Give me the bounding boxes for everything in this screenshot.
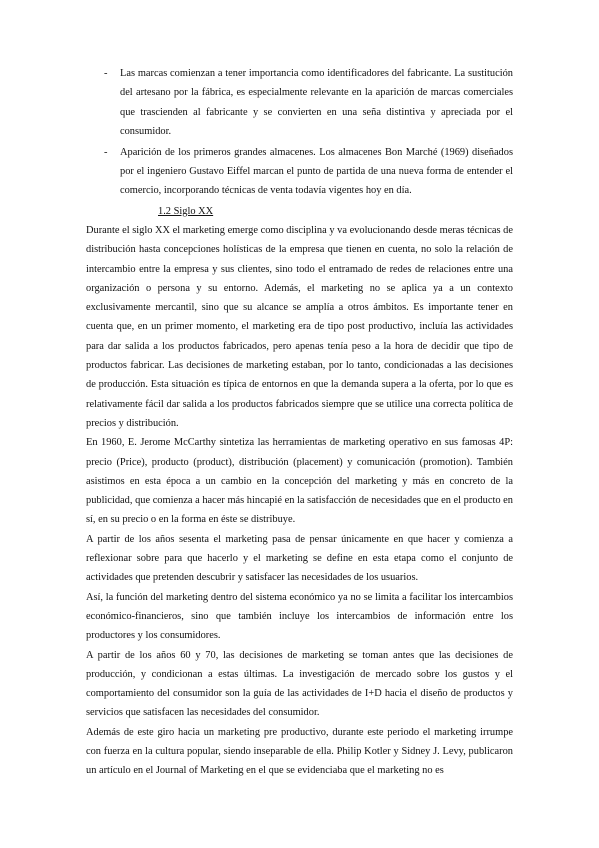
bullet-text: Las marcas comienzan a tener importancia como identificadores del fabricante. La sustitución del artesano por la fábrica, es especialmente relevante en la aparición de marcas comerciales que trascienden al fabricante y se convierten en una seña distintiva y apreciada por el consumidor. bbox=[120, 68, 513, 138]
paragraph: Durante el siglo XX el marketing emerge como disciplina y va evolucionando desde meras técnicas de distribución hasta concepciones holísticas de la empresa que tienen en cuenta, no solo la relación de intercambio entre la empresa y sus clientes, sino todo el entramado de redes de relaciones entre una organización o persona y su entorno. Además, el marketing no se aplica ya a un contexto exclusivamente mercantil, sino que su alcance se amplía a otros ámbitos. Es importante tener en cuenta que, en un primer momento, el marketing era de tipo post productivo, incluía las actividades para dar salida a los productos fabricados, pero apenas tenía peso a la hora de decidir que tipo de productos fabricar. Las decisiones de marketing estaban, por lo tanto, condicionadas a las decisiones de producción. Esta situación es típica de entornos en que la demanda supera a la oferta, por lo que es relativamente fácil dar salida a los productos fabricados siempre que se utilice una correcta política de precios y distribución. bbox=[86, 225, 513, 429]
section-heading: 1.2 Siglo XX bbox=[158, 206, 214, 217]
paragraph: Así, la función del marketing dentro del sistema económico ya no se limita a facilitar los intercambios económico-financieros, sino que también incluye los intercambios de información entre los productores y los consumidores. bbox=[86, 591, 513, 642]
bullet-dash: - bbox=[104, 68, 108, 79]
body-text bbox=[86, 221, 513, 781]
bullet-item bbox=[0, 64, 599, 142]
paragraph: Además de este giro hacia un marketing pre productivo, durante este periodo el marketing irrumpe con fuerza en la cultura popular, siendo inseparable de ella. Philip Kotler y Sidney J. Levy, publicaron un artículo en el Journal of Marketing en el que se evidenciaba que el marketing no es bbox=[86, 726, 513, 777]
paragraph: En 1960, E. Jerome McCarthy sintetiza las herramientas de marketing operativo en sus famosas 4P: precio (Price), producto (product), distribución (placement) y comunicación (promotion). También asistimos en esta época a un cambio en la concepción del marketing y más en concreto de la publicidad, que comienza a hacer más hincapié en la satisfacción de necesidades que en el producto en sí, en su precio o en la forma en éste se distribuye. bbox=[86, 437, 513, 526]
bullet-dash: - bbox=[104, 146, 108, 158]
paragraph: A partir de los años sesenta el marketing pasa de pensar únicamente en que hacer y comienza a reflexionar sobre para que hacerlo y el marketing se define en esta etapa como el conjunto de actividades que pretenden descubrir y satisfacer las necesidades de los usuarios. bbox=[86, 533, 513, 584]
bullet-list bbox=[0, 64, 599, 201]
paragraph: A partir de los años 60 y 70, las decisiones de marketing se toman antes que las decisiones de producción, y condicionan a estas últimas. La investigación de mercado sobre los gustos y el comportamiento del consumidor son la guía de las actividades de I+D hacia el diseño de productos y servicios que satisfacen las necesidades del consumidor. bbox=[86, 649, 513, 719]
bullet-item bbox=[0, 143, 599, 201]
bullet-text: Aparición de los primeros grandes almacenes. Los almacenes Bon Marché (1969) diseñados por el ingeniero Gustavo Eiffel marcan el punto de partida de una nueva forma de entender el comercio, incorporando técnicas de venta todavía vigentes hoy en día. bbox=[120, 146, 513, 197]
